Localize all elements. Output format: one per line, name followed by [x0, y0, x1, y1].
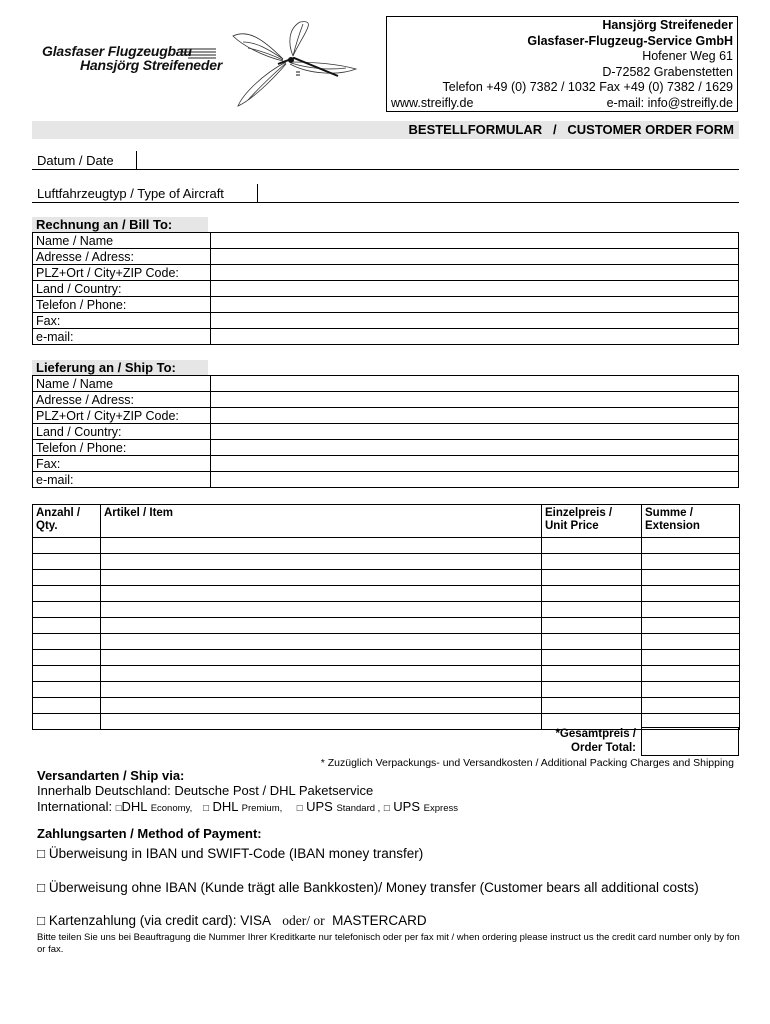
item-input[interactable] [101, 554, 542, 570]
bill-to-phone-input[interactable] [211, 297, 739, 313]
ship-international [37, 799, 458, 814]
bill-to-city-zip-input[interactable] [211, 265, 739, 281]
bill-to-country-input[interactable] [211, 281, 739, 297]
ship-to-section [32, 360, 739, 488]
ship-to-table [32, 375, 739, 488]
logo-line-1: Glasfaser Flugzeugbau [42, 43, 192, 59]
ship-option-tier: Express [423, 803, 458, 814]
qty-input[interactable] [33, 618, 101, 634]
qty-input[interactable] [33, 682, 101, 698]
company-website[interactable]: www.streifly.de [391, 95, 474, 110]
unit-price-input[interactable] [542, 586, 642, 602]
item-row [33, 554, 740, 570]
unit-price-input[interactable] [542, 650, 642, 666]
ship-option-dhl-premium[interactable] [203, 799, 282, 814]
item-row [33, 682, 740, 698]
company-address-box [386, 16, 738, 112]
order-total-label-line-1: *Gesamtpreis / [555, 728, 636, 740]
ship-to-label: e-mail: [33, 472, 211, 488]
checkbox-icon[interactable]: □ [383, 803, 390, 814]
item-row [33, 666, 740, 682]
bill-to-email-input[interactable] [211, 329, 739, 345]
items-header-row [33, 505, 740, 538]
bill-to-row [33, 297, 739, 313]
item-input[interactable] [101, 602, 542, 618]
bill-to-row [33, 313, 739, 329]
order-items-table [32, 504, 739, 730]
item-input[interactable] [101, 650, 542, 666]
company-city: D-72582 Grabenstetten [602, 64, 733, 79]
ship-to-fax-input[interactable] [211, 456, 739, 472]
extension-input[interactable] [642, 634, 740, 650]
checkbox-icon[interactable]: □ [296, 803, 303, 814]
date-label: Datum / Date [37, 153, 114, 168]
order-total-label-line-2: Order Total: [571, 742, 636, 754]
ship-domestic: Innerhalb Deutschland: Deutsche Post / DHL Paketservice [37, 783, 374, 798]
bill-to-label: Adresse / Adress: [33, 249, 211, 265]
unit-price-input[interactable] [542, 634, 642, 650]
bill-to-label: e-mail: [33, 329, 211, 345]
extension-input[interactable] [642, 586, 740, 602]
payment-option-credit-card[interactable] [37, 913, 427, 929]
extension-input[interactable] [642, 570, 740, 586]
ship-to-label: Land / Country: [33, 424, 211, 440]
logo-line-2: Hansjörg Streifeneder [80, 57, 223, 73]
credit-card-label: □ Kartenzahlung (via credit card): VISA [37, 913, 272, 928]
qty-input[interactable] [33, 650, 101, 666]
ship-option-name: UPS [306, 799, 333, 814]
ship-to-phone-input[interactable] [211, 440, 739, 456]
bill-to-row [33, 233, 739, 249]
aircraft-type-label: Luftfahrzeugtyp / Type of Aircraft [37, 186, 224, 201]
ship-option-ups-standard[interactable] [297, 799, 381, 814]
aircraft-type-input[interactable] [258, 184, 739, 202]
ship-to-row [33, 408, 739, 424]
unit-price-header-line-2: Unit Price [545, 520, 599, 532]
item-row [33, 698, 740, 714]
item-row [33, 634, 740, 650]
bill-to-label: Name / Name [33, 233, 211, 249]
order-total-input[interactable] [641, 727, 739, 756]
unit-price-input[interactable] [542, 682, 642, 698]
checkbox-icon[interactable]: □ [115, 803, 122, 814]
qty-input[interactable] [33, 666, 101, 682]
item-row [33, 602, 740, 618]
payment-method-title: Zahlungsarten / Method of Payment: [37, 826, 262, 841]
extension-input[interactable] [642, 554, 740, 570]
company-logo [38, 14, 388, 114]
extension-input[interactable] [642, 682, 740, 698]
ship-to-label: PLZ+Ort / City+ZIP Code: [33, 408, 211, 424]
unit-price-input[interactable] [542, 666, 642, 682]
ship-option-ups-express[interactable] [384, 799, 458, 814]
date-input[interactable] [137, 151, 739, 169]
bill-to-fax-input[interactable] [211, 313, 739, 329]
unit-price-input[interactable] [542, 538, 642, 554]
extension-input[interactable] [642, 698, 740, 714]
qty-input[interactable] [33, 554, 101, 570]
extension-header-line-1: Summe / [645, 507, 693, 519]
ship-to-row [33, 392, 739, 408]
item-input[interactable] [101, 682, 542, 698]
packing-note: * Zuzüglich Verpackungs- und Versandkosten / Additional Packing Charges and Shipping [320, 757, 734, 769]
item-row [33, 586, 740, 602]
credit-card-note: Bitte teilen Sie uns bei Beauftragung die Nummer Ihrer Kreditkarte nur telefonisch oder per fax mit / when ordering please instruct us the credit card number only by fon or fax. [37, 932, 740, 955]
ship-to-email-input[interactable] [211, 472, 739, 488]
qty-header [33, 505, 101, 538]
bill-to-label: Land / Country: [33, 281, 211, 297]
item-input[interactable] [101, 586, 542, 602]
company-firm: Glasfaser-Flugzeug-Service GmbH [527, 33, 733, 48]
ship-international-label: International: [37, 799, 116, 814]
payment-option-iban[interactable]: □ Überweisung in IBAN und SWIFT-Code (IBAN money transfer) [37, 846, 424, 861]
bill-to-row [33, 265, 739, 281]
ship-to-name-input[interactable] [211, 376, 739, 392]
company-phone-fax: Telefon +49 (0) 7382 / 1032 Fax +49 (0) 7382 / 1629 [442, 80, 733, 94]
item-input[interactable] [101, 538, 542, 554]
bill-to-row [33, 249, 739, 265]
item-input[interactable] [101, 618, 542, 634]
ship-to-label: Adresse / Adress: [33, 392, 211, 408]
ship-to-row [33, 472, 739, 488]
item-row [33, 570, 740, 586]
extension-header-line-2: Extension [645, 520, 700, 532]
ship-option-name: DHL [212, 799, 238, 814]
extension-input[interactable] [642, 666, 740, 682]
bill-to-heading: Rechnung an / Bill To: [32, 217, 208, 232]
extension-input[interactable] [642, 650, 740, 666]
item-input[interactable] [101, 698, 542, 714]
checkbox-icon[interactable]: □ [203, 803, 209, 814]
item-input[interactable] [101, 634, 542, 650]
qty-input[interactable] [33, 570, 101, 586]
extension-input[interactable] [642, 538, 740, 554]
ship-option-name: DHL [121, 799, 148, 814]
aircraft-underline [32, 202, 739, 203]
ship-to-row [33, 440, 739, 456]
ship-to-city-zip-input[interactable] [211, 408, 739, 424]
company-street: Hofener Weg 61 [642, 49, 733, 63]
ship-to-row [33, 456, 739, 472]
ship-option-dhl-economy[interactable] [116, 799, 192, 814]
item-input[interactable] [101, 570, 542, 586]
ship-option-name: UPS [393, 799, 421, 814]
item-row [33, 538, 740, 554]
bill-to-label: PLZ+Ort / City+ZIP Code: [33, 265, 211, 281]
company-email[interactable]: e-mail: info@streifly.de [606, 95, 733, 110]
item-row [33, 650, 740, 666]
qty-input[interactable] [33, 538, 101, 554]
qty-input[interactable] [33, 586, 101, 602]
company-owner: Hansjörg Streifeneder [602, 18, 733, 32]
bill-to-section [32, 217, 739, 345]
bill-to-label: Telefon / Phone: [33, 297, 211, 313]
ship-to-country-input[interactable] [211, 424, 739, 440]
item-input[interactable] [101, 714, 542, 730]
unit-price-input[interactable] [542, 698, 642, 714]
bill-to-table [32, 232, 739, 345]
qty-header-line-1: Anzahl / [36, 507, 81, 519]
ship-to-row [33, 376, 739, 392]
ship-option-tier: Premium, [241, 803, 283, 814]
ship-via-title: Versandarten / Ship via: [37, 768, 185, 783]
ship-to-label: Telefon / Phone: [33, 440, 211, 456]
ship-option-tier: Economy, [150, 803, 193, 814]
extension-input[interactable] [642, 602, 740, 618]
ship-option-tier: Standard , [336, 803, 381, 814]
ship-to-row [33, 424, 739, 440]
qty-input[interactable] [33, 634, 101, 650]
credit-card-mastercard: MASTERCARD [332, 913, 427, 928]
item-header: Artikel / Item [101, 505, 542, 538]
ship-to-address-input[interactable] [211, 392, 739, 408]
date-underline [32, 169, 739, 170]
ship-to-label: Fax: [33, 456, 211, 472]
qty-input[interactable] [33, 698, 101, 714]
bill-to-row [33, 281, 739, 297]
bill-to-address-input[interactable] [211, 249, 739, 265]
unit-price-input[interactable] [542, 570, 642, 586]
extension-header [642, 505, 740, 538]
unit-price-input[interactable] [542, 618, 642, 634]
item-row [33, 618, 740, 634]
extension-input[interactable] [642, 618, 740, 634]
bill-to-label: Fax: [33, 313, 211, 329]
unit-price-header [542, 505, 642, 538]
unit-price-header-line-1: Einzelpreis / [545, 507, 613, 519]
payment-option-no-iban[interactable]: □ Überweisung ohne IBAN (Kunde trägt alle Bankkosten)/ Money transfer (Customer bears all additional costs) [37, 880, 699, 895]
form-title: BESTELLFORMULAR / CUSTOMER ORDER FORM [408, 122, 734, 137]
bill-to-name-input[interactable] [211, 233, 739, 249]
order-total-label [555, 727, 636, 755]
qty-input[interactable] [33, 714, 101, 730]
qty-input[interactable] [33, 602, 101, 618]
ship-to-heading: Lieferung an / Ship To: [32, 360, 208, 375]
unit-price-input[interactable] [542, 554, 642, 570]
bill-to-row [33, 329, 739, 345]
unit-price-input[interactable] [542, 602, 642, 618]
ship-to-label: Name / Name [33, 376, 211, 392]
item-input[interactable] [101, 666, 542, 682]
credit-card-or: oder/ or [282, 913, 325, 928]
qty-header-line-2: Qty. [36, 520, 58, 532]
